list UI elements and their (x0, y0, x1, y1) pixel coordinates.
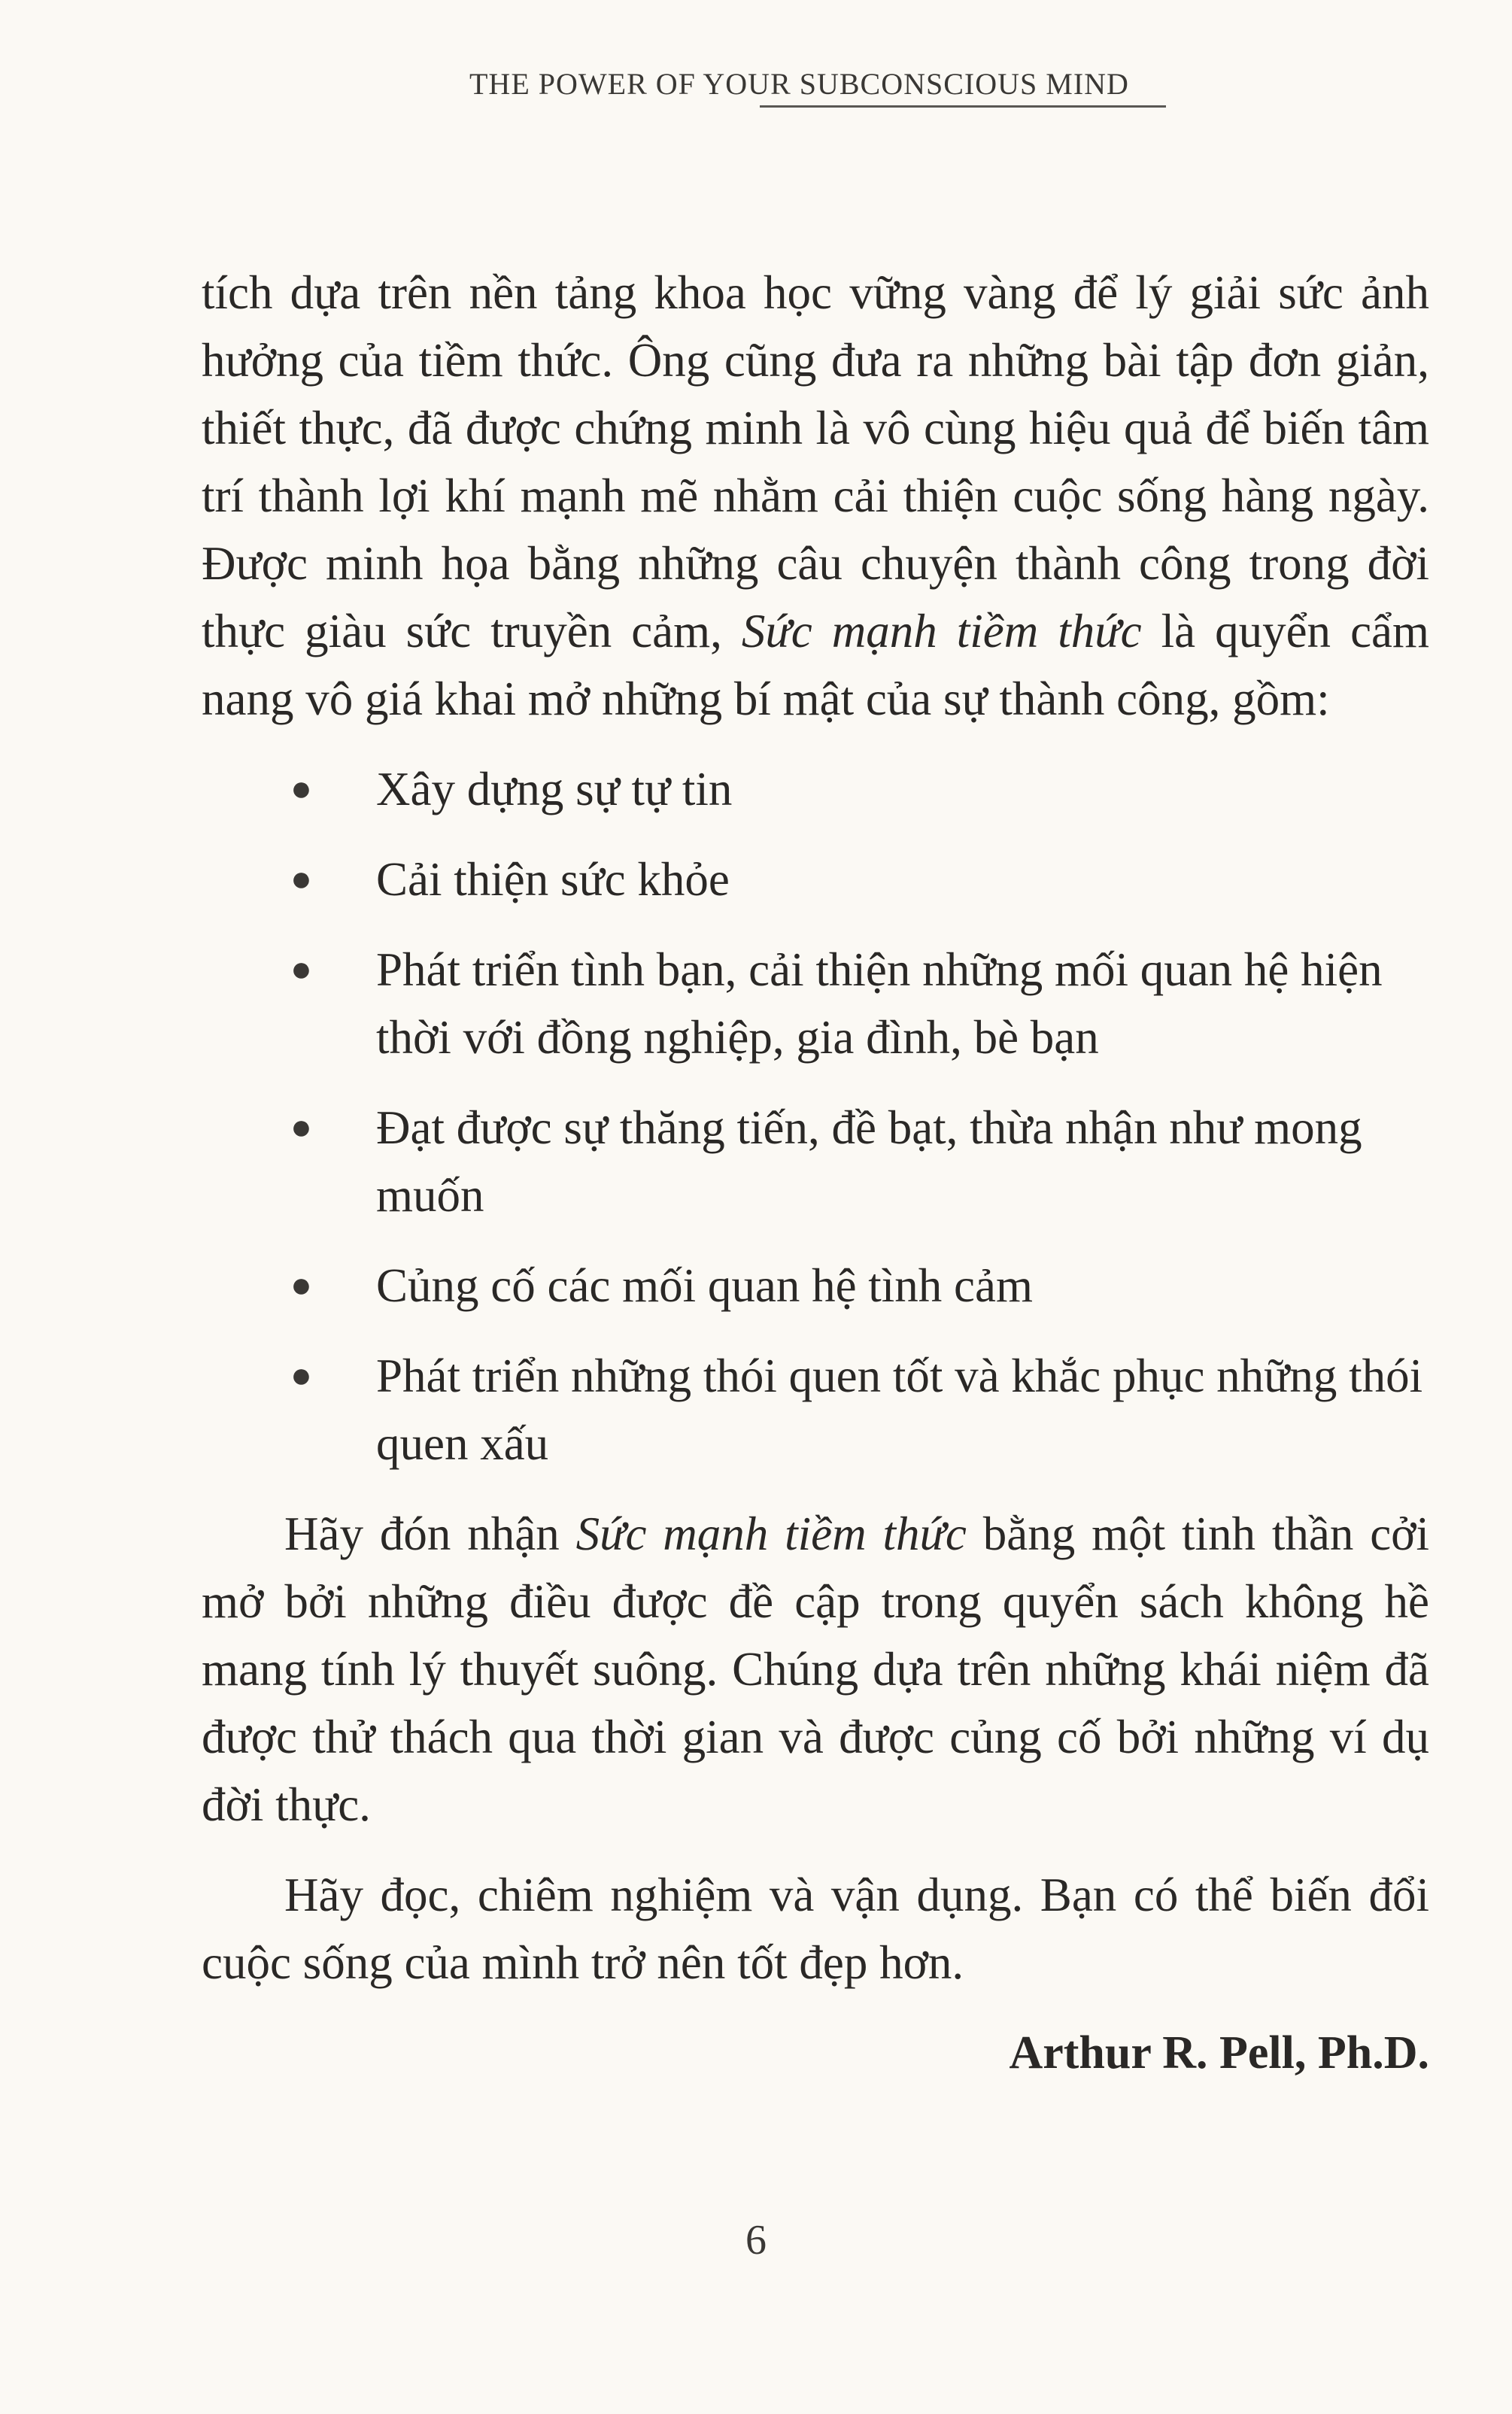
list-item-text: Phát triển tình bạn, cải thiện những mối quan hệ hiện thời với đồng nghiệp, gia đình, bè bạn (376, 943, 1383, 1064)
list-item (202, 936, 1429, 1071)
list-item-text: Đạt được sự thăng tiến, đề bạt, thừa nhận như mong muốn (376, 1101, 1362, 1222)
paragraph-1-text-a: tích dựa trên nền tảng khoa học vững vàng để lý giải sức ảnh hưởng của tiềm thức. Ông cũng đưa ra những bài tập đơn giản, thiết thực, đã được chứng minh là vô cùng hiệu quả để biến tâm trí thành lợi khí mạnh mẽ nhằm cải thiện cuộc sống hàng ngày. Được minh họa bằng những câu chuyện thành công trong đời thực giàu sức truyền cảm, (202, 266, 1429, 657)
page-number: 6 (745, 2217, 767, 2264)
list-item (202, 755, 1429, 823)
list-item-text: Phát triển những thói quen tốt và khắc phục những thói quen xấu (376, 1350, 1423, 1470)
list-item (202, 846, 1429, 913)
bullet-dot-icon: ● (290, 949, 312, 989)
list-item (202, 1094, 1429, 1229)
paragraph-spacer (202, 1839, 1429, 1861)
bullet-dot-icon: ● (290, 1356, 312, 1395)
book-title-italic: Sức mạnh tiềm thức (741, 605, 1142, 657)
bullet-dot-icon: ● (290, 1265, 312, 1305)
list-item-text: Củng cố các mối quan hệ tình cảm (376, 1259, 1033, 1312)
paragraph-1 (202, 259, 1429, 733)
paragraph-2 (202, 1500, 1429, 1839)
page-body (202, 259, 1429, 2087)
running-header (0, 63, 1512, 108)
book-title-italic: Sức mạnh tiềm thức (575, 1508, 967, 1560)
list-item (202, 1342, 1429, 1477)
list-item-text: Cải thiện sức khỏe (376, 853, 730, 906)
bullet-dot-icon: ● (290, 769, 312, 809)
bullet-dot-icon: ● (290, 1107, 312, 1147)
author-signature: Arthur R. Pell, Ph.D. (1009, 2027, 1429, 2078)
paragraph-1-text-b: là quyển cẩm nang vô giá khai mở những bí mật của sự thành công, gồm: (202, 605, 1430, 725)
running-title: THE POWER OF YOUR SUBCONSCIOUS MIND (469, 67, 1129, 101)
paragraph-3: Hãy đọc, chiêm nghiệm và vận dụng. Bạn có thể biến đổi cuộc sống của mình trở nên tốt đẹp hơn. (202, 1869, 1429, 1989)
list-item-text: Xây dựng sự tự tin (376, 763, 733, 815)
bullet-dot-icon: ● (290, 859, 312, 899)
header-rule (760, 105, 1166, 108)
list-item (202, 1252, 1429, 1319)
benefits-list (202, 755, 1429, 1477)
paragraph-2-text-b: bằng một tinh thần cởi mở bởi những điều được đề cập trong quyển sách không hề mang tính lý thuyết suông. Chúng dựa trên những khái niệm đã được thử thách qua thời gian và được củng cố bởi những ví dụ đời thực. (202, 1508, 1429, 1831)
paragraph-2-text-a: Hãy đón nhận (284, 1508, 576, 1560)
